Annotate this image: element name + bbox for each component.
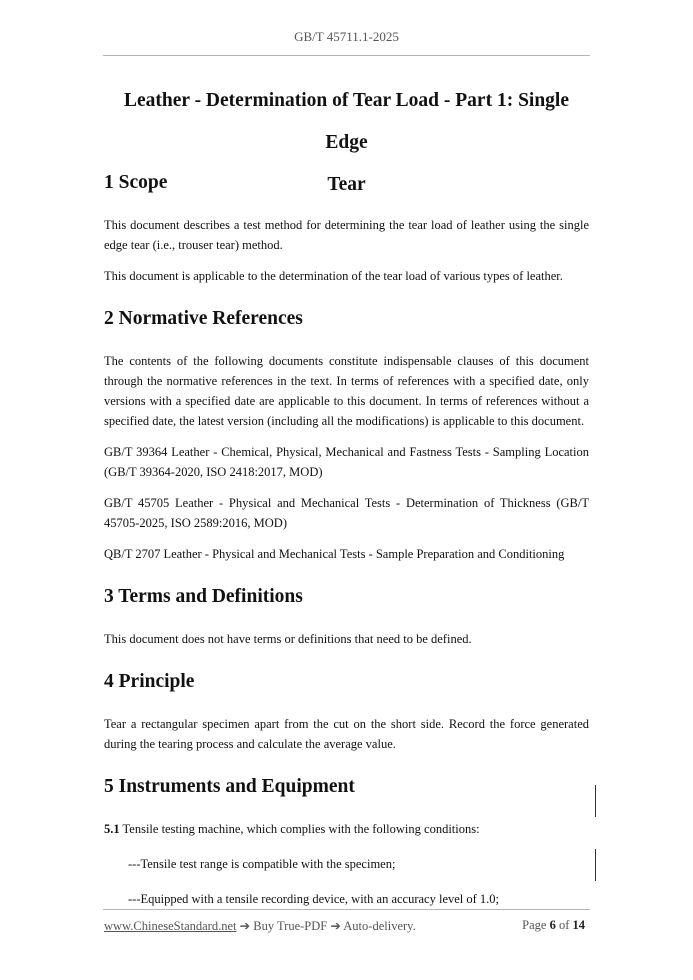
of-label: of	[558, 918, 570, 932]
header-standard-code: GB/T 45711.1-2025	[294, 29, 399, 44]
arrow-icon: ➔	[327, 919, 344, 933]
revision-margin-bar	[595, 785, 597, 817]
section-heading-terms: 3 Terms and Definitions	[104, 586, 303, 607]
title-line-2: Tear	[327, 174, 366, 195]
terms-paragraph: This document does not have terms or definitions that need to be defined.	[104, 632, 472, 646]
references-intro-paragraph: The contents of the following documents constitute indispensable clauses of this document through the normative references in the text. In terms of references with a specified date, only versions with a specified date are applicable to this document. In terms of references without a specified date, the latest version (including all the modifications) is applicable to this document.	[104, 354, 589, 428]
reference-gbt-45705: GB/T 45705 Leather - Physical and Mechanical Tests - Determination of Thickness (GB/T 45705-2025, ISO 2589:2016, MOD)	[104, 496, 589, 530]
section-heading-normative-references: 2 Normative References	[104, 308, 303, 329]
list-item: ---Equipped with a tensile recording device, with an accuracy level of 1.0;	[128, 892, 500, 906]
arrow-icon: ➔	[236, 919, 254, 933]
scope-paragraph-2: This document is applicable to the determination of the tear load of various types of leather.	[104, 269, 563, 283]
clause-text: Tensile testing machine, which complies with the following conditions:	[119, 822, 480, 836]
footer-divider	[103, 909, 590, 910]
page-label: Page	[522, 918, 547, 932]
header-divider	[103, 55, 590, 56]
section-heading-instruments: 5 Instruments and Equipment	[104, 776, 355, 797]
buy-pdf-link[interactable]: Buy True-PDF	[253, 919, 328, 933]
auto-delivery-text: Auto-delivery.	[343, 919, 416, 933]
reference-qbt-2707: QB/T 2707 Leather - Physical and Mechanical Tests - Sample Preparation and Conditioning	[104, 547, 565, 561]
revision-margin-bar	[595, 849, 597, 881]
section-heading-principle: 4 Principle	[104, 671, 195, 692]
scope-paragraph-1: This document describes a test method for determining the tear load of leather using the single edge tear (i.e., trouser tear) method.	[104, 218, 589, 252]
page-indicator	[522, 918, 585, 933]
document-body	[104, 170, 589, 909]
list-item: ---Tensile test range is compatible with the specimen;	[128, 857, 396, 871]
total-pages: 14	[572, 918, 585, 932]
principle-paragraph: Tear a rectangular specimen apart from the cut on the short side. Record the force generated during the tearing process and calculate the average value.	[104, 717, 589, 751]
clause-5-1	[104, 819, 589, 839]
footer-links	[104, 918, 416, 934]
reference-gbt-39364: GB/T 39364 Leather - Chemical, Physical, Mechanical and Fastness Tests - Sampling Location (GB/T 39364-2020, ISO 2418:2017, MOD)	[104, 445, 589, 479]
page-number: 6	[549, 918, 556, 932]
clause-number: 5.1	[104, 822, 120, 836]
site-link[interactable]: www.ChineseStandard.net	[104, 919, 237, 933]
section-heading-scope: 1 Scope	[104, 172, 168, 193]
title-line-1: Leather - Determination of Tear Load - Part 1: Single Edge	[123, 90, 570, 153]
